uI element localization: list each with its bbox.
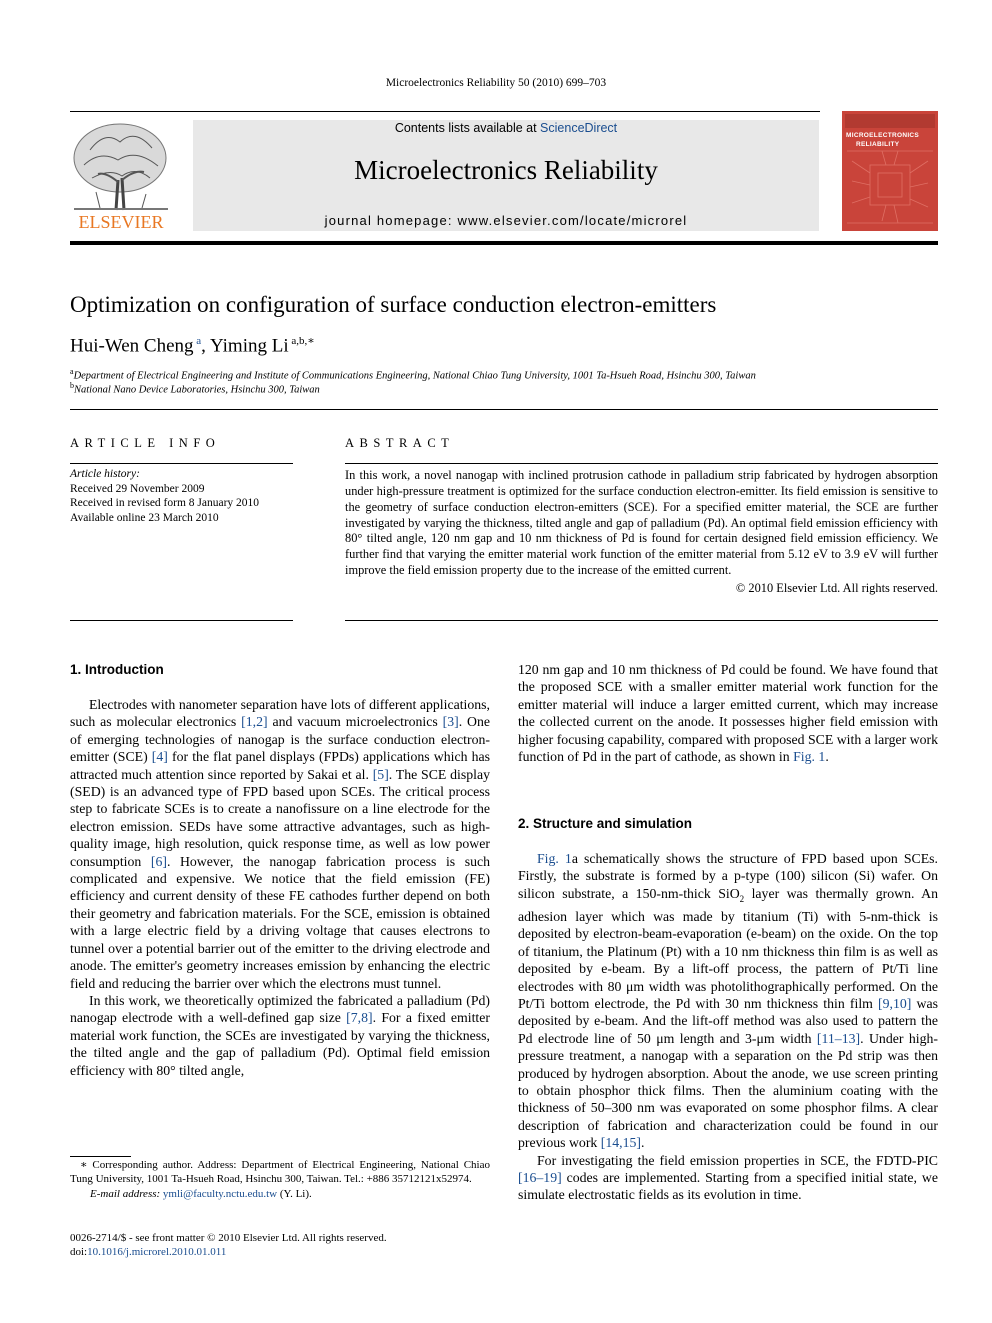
- contents-line: [193, 121, 819, 135]
- structure-p1-e: .: [641, 1135, 645, 1151]
- abstract-rule: [345, 463, 938, 464]
- article-title: Optimization on configuration of surface conduction electron-emitters: [70, 292, 717, 317]
- contents-prefix: Contents lists available at: [394, 121, 541, 135]
- abstract-heading: ABSTRACT: [345, 436, 455, 450]
- footnote-rule: [70, 1156, 131, 1157]
- intro-p1-e: . The SCE display (SED) is an advanced type of FPD based upon SCEs. The critical process step to fabricate SCEs is to create a nanofissure on a line electrode for the electron emission. SEDs have some attractive advantages, such as high-quality image, high resolution, quick response time, as well as low power consumption: [70, 766, 490, 869]
- affiliation-a-text: Department of Electrical Engineering and Institute of Communications Engineering, National Chiao Tung University, 1001 Ta-Hsueh Road, Hsinchu 300, Taiwan: [73, 370, 756, 382]
- running-head: Microelectronics Reliability 50 (2010) 699–703: [385, 77, 607, 89]
- right-column-bottom: [518, 850, 938, 1204]
- right-column-top: [518, 661, 938, 765]
- author-cheng: Hui-Wen Cheng: [70, 335, 194, 357]
- structure-p1-d: . Under high-pressure treatment, a nanogap with a separation on the Pd strip was then produced by hydrogen absorption. About the anode, we use screen printing to obtain phosphor thick films. Then the aluminium coating with the thickness of 50–300 nm was evaporated on some phosphor films. A clear description of fabrication and characterization could be found in our previous work: [518, 1030, 938, 1151]
- cover-title: [846, 131, 936, 149]
- intro-p1-c: . One of emerging technologies of nanogap is the surface conduction electron-emitter (SCE): [70, 714, 490, 765]
- intro-p1-f: . However, the nanogap fabrication process is such complicated and expensive. We notice that the field emission (FE) efficiency and current density of these FE cathodes further depend on both their geometry and fabrication materials. For the SCE, emission is obtained with a large electric field by a driving voltage that causes electrons to tunnel over a potential barrier out of the emitter to the driving electrode and anode. The emitter's geometry increases emission by enhancing the electric field and reducing the barrier over which the electrons must tunnel.: [70, 853, 490, 991]
- fig1-link[interactable]: Fig. 1: [793, 749, 826, 765]
- section-rule: [70, 409, 938, 410]
- affiliation-b-text: National Nano Device Laboratories, Hsinchu 300, Taiwan: [74, 384, 320, 396]
- intro-p3-a: 120 nm gap and 10 nm thickness of Pd could be found. We have found that the proposed SCE with a smaller emitter material work function for the emitter material will induce a larger emitted current, which may increase the collected current on the anode. It possesses higher field emission with higher focusing capability, compared with proposed SCE with a larger work function of Pd in the part of cathode, as shown in: [518, 662, 938, 765]
- structure-paragraph-2: [518, 1152, 938, 1204]
- ref-9-10-link[interactable]: [9,10]: [878, 996, 912, 1011]
- journal-homepage: journal homepage: www.elsevier.com/locate/microrel: [324, 213, 688, 228]
- intro-p2-a: In this work, we theoretically optimized the fabricated a palladium (Pd) nanogap electrode with a well-defined gap size: [70, 992, 490, 1026]
- ref-16-19-link[interactable]: [16–19]: [518, 1170, 562, 1186]
- ref-4-link[interactable]: [4]: [151, 749, 168, 765]
- sio2-subscript: 2: [739, 893, 745, 904]
- email-suffix: (Y. Li).: [277, 1187, 312, 1200]
- ref-11-13-link[interactable]: [11–13]: [816, 1030, 861, 1046]
- structure-p2-a: For investigating the field emission properties in SCE, the FDTD-PIC: [537, 1152, 938, 1168]
- structure-paragraph-1: [518, 850, 938, 1152]
- corresponding-author-footnote: [70, 1158, 490, 1201]
- email-link[interactable]: ymli@faculty.nctu.edu.tw: [162, 1187, 278, 1200]
- corresponding-author-text: ∗ Corresponding author. Address: Department of Electrical Engineering, National Chiao Tung University, 1001 Ta-Hsueh Road, Hsinchu 300, Taiwan. Tel.: +886 35712121x52974.: [70, 1159, 490, 1186]
- ref-1-2-link[interactable]: [1,2]: [241, 714, 268, 730]
- section-1-heading: 1. Introduction: [70, 662, 164, 677]
- structure-p1-c: was deposited by e-beam. And the lift-off method was also used to pattern the Pd electrode line of 50 μm length and 3-μm width: [518, 996, 938, 1046]
- structure-p1-b: layer was thermally grown. An adhesion layer which was made by titanium (Ti) with 5-nm-thick is deposited by electron-beam-evaporation (e-beam) on the oxide. On the top of titanium, the Platinum (Pt) with a 10 nm thickness thin film is as well as deposited by e-beam. By a lift-off process, the pattern of Pt/Ti line electrodes with 80 μm width was photolithographically performed. On the Pt/Ti bottom electrode, the Pd with 30 nm thickness thin film: [518, 885, 938, 1011]
- issn-line: 0026-2714/$ - see front matter © 2010 Elsevier Ltd. All rights reserved.: [70, 1232, 387, 1244]
- cover-pattern-icon: [842, 111, 938, 231]
- section-2-heading: 2. Structure and simulation: [518, 816, 693, 831]
- intro-paragraph-3: [518, 661, 938, 765]
- journal-title: Microelectronics Reliability: [354, 155, 658, 185]
- abstract-bottom-rule: [345, 620, 938, 621]
- article-info-heading: ARTICLE INFO: [70, 436, 221, 450]
- ref-7-8-link[interactable]: [7,8]: [346, 1010, 373, 1026]
- author-separator: ,: [201, 335, 210, 357]
- elsevier-tree-icon: [70, 120, 172, 232]
- doi-line: [70, 1245, 490, 1259]
- article-info-bottom-rule: [70, 620, 293, 621]
- abstract-text: In this work, a novel nanogap with inclined protrusion cathode in palladium strip fabricated by hydrogen absorption under high-pressure treatment is optimized for the surface conduction electron-emitter. Its field emission is sensitive to the geometry of surface conduction electron-emitters (SCE). For a specified emitter material, the SCE are further investigated by varying the thickness, tilted angle and gap of palladium (Pd). An optimal field emission efficiency with 80° tilted angle, 120 nm gap and 10 nm thickness of Pd is found for certain designed field emission efficiency. We further find that varying the emitter material work function of the emitter material from 5.12 eV to 3.9 eV will further improve the field emission property due to the increase of the emitted current.: [345, 468, 938, 578]
- intro-p1-d: for the flat panel displays (FPDs) applications which has attracted much attention since reported by Sakai et al.: [70, 749, 490, 782]
- email-label: E-mail address:: [90, 1187, 163, 1200]
- structure-p1-a: a schematically shows the structure of FPD based upon SCEs. Firstly, the substrate is formed by a p-type (100) silicon (Si) wafer. On silicon substrate, a 150-nm-thick SiO: [518, 851, 938, 901]
- intro-p1-a: Electrodes with nanometer separation have lots of different applications, such as molecular electronics: [70, 697, 490, 730]
- issn-doi-block: [70, 1231, 490, 1260]
- history-label: Article history:: [70, 468, 140, 480]
- fig1a-link[interactable]: Fig. 1: [537, 851, 572, 866]
- ref-14-15-link[interactable]: [14,15]: [600, 1135, 642, 1151]
- ref-6-link[interactable]: [6]: [150, 853, 167, 869]
- abstract-body: [345, 468, 938, 597]
- author-cheng-affil-link[interactable]: a: [196, 335, 202, 347]
- publisher-name: ELSEVIER: [78, 212, 164, 232]
- abstract-copyright: © 2010 Elsevier Ltd. All rights reserved.: [735, 580, 938, 595]
- doi-link[interactable]: 10.1016/j.microrel.2010.01.011: [87, 1246, 227, 1259]
- structure-p2-b: codes are implemented. Starting from a specified initial state, we simulate electrostatic fields as its evolution in time.: [518, 1170, 938, 1203]
- history-revised: Received in revised form 8 January 2010: [70, 497, 260, 510]
- affiliation-a: [70, 367, 938, 382]
- ref-5-link[interactable]: [5]: [372, 766, 389, 782]
- intro-paragraph-1: [70, 696, 490, 992]
- article-history: [70, 467, 293, 525]
- left-column: [70, 696, 490, 1079]
- history-online: Available online 23 March 2010: [70, 511, 219, 524]
- intro-p2-b: . For a fixed emitter material work function, the SCEs are investigated by varying the thickness, the tilted angle and the gap of palladium (Pd). Optimal field emission efficiency with 80° tilted angle,: [70, 1010, 490, 1078]
- elsevier-logo: [70, 120, 172, 232]
- author-li-affil-marks: a,b,∗: [291, 335, 315, 347]
- affiliation-b-mark: b: [70, 381, 74, 390]
- author-li: Yiming Li: [209, 335, 289, 357]
- affiliation-b: [70, 381, 938, 396]
- doi-label: doi:: [70, 1246, 88, 1259]
- email-line: [70, 1187, 490, 1201]
- sciencedirect-link[interactable]: ScienceDirect: [540, 121, 618, 135]
- author-list: [70, 334, 938, 357]
- affiliation-a-mark: a: [70, 367, 74, 376]
- cover-title-line1: MICROELECTRONICS: [846, 132, 920, 139]
- history-received: Received 29 November 2009: [70, 482, 205, 495]
- article-info-rule: [70, 463, 293, 464]
- intro-p3-b: .: [825, 749, 829, 765]
- intro-paragraph-2: [70, 992, 490, 1079]
- header-rule: [70, 111, 820, 112]
- ref-3-link[interactable]: [3]: [442, 714, 459, 730]
- intro-p1-b: and vacuum microelectronics: [267, 714, 443, 730]
- cover-title-line2: RELIABILITY: [856, 141, 900, 148]
- masthead-thick-rule: [70, 241, 938, 245]
- journal-cover: [842, 111, 938, 231]
